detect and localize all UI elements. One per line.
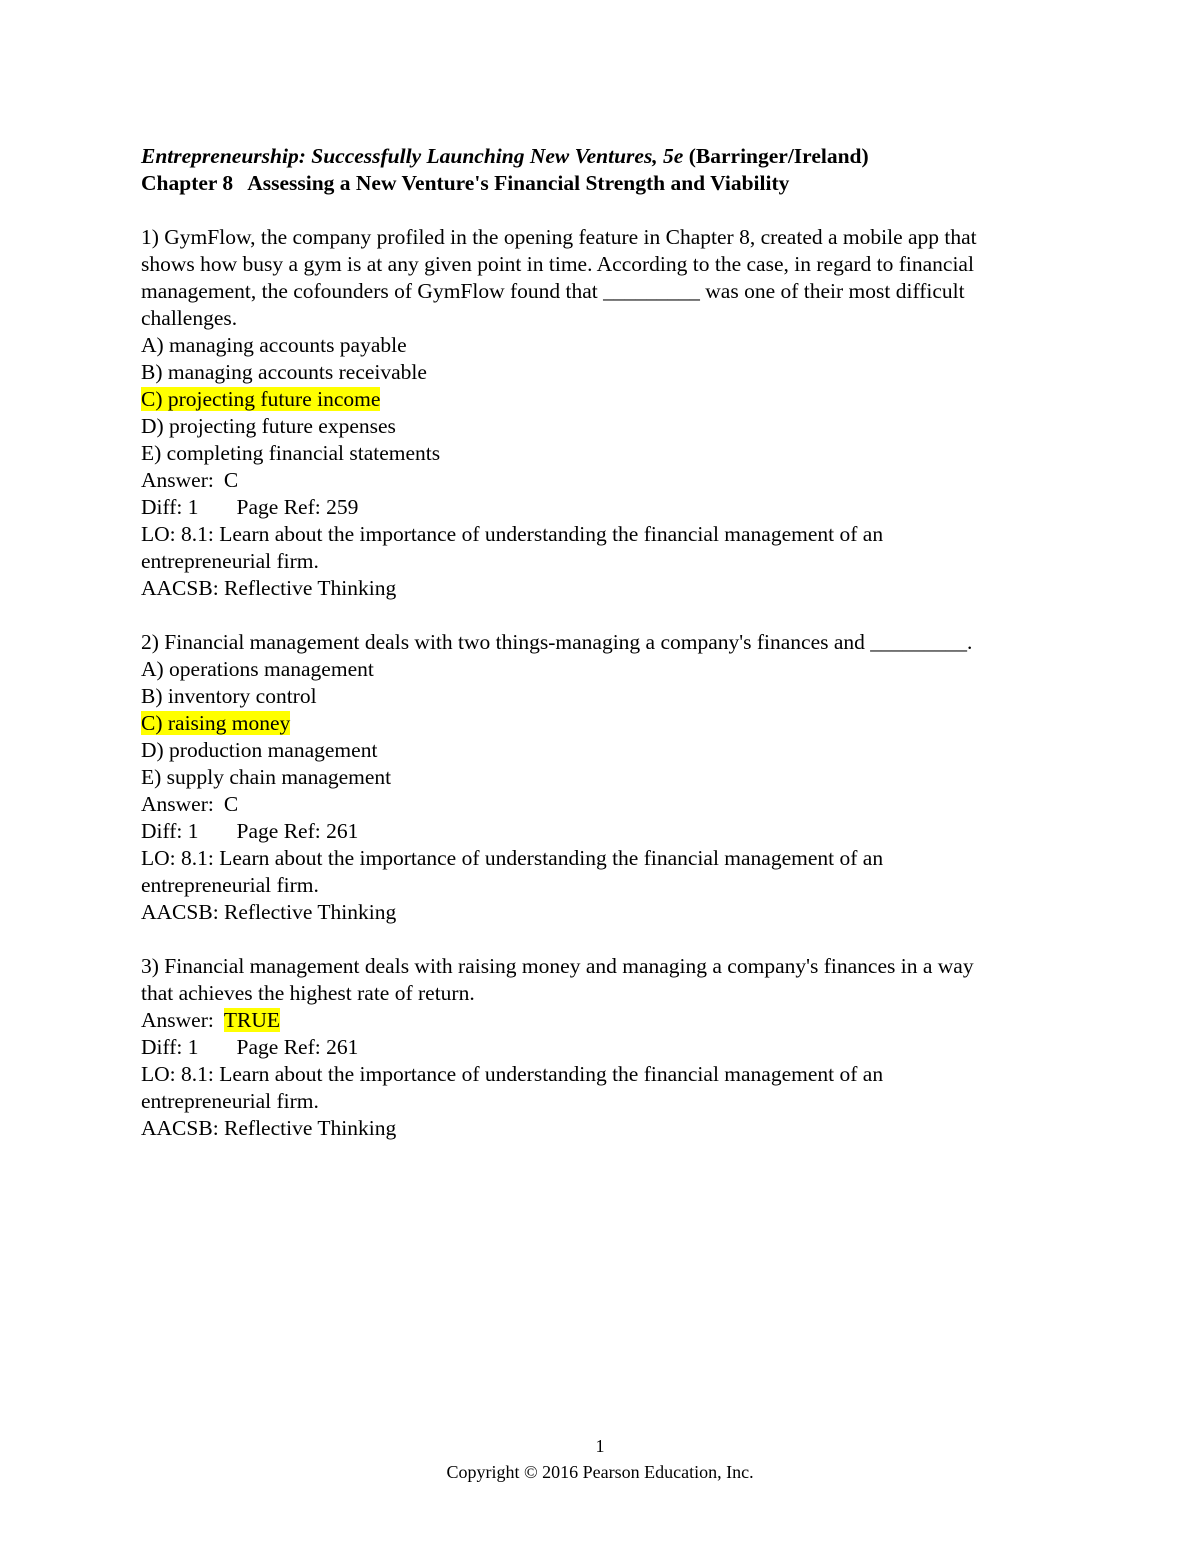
difficulty: Diff: 1 bbox=[141, 819, 199, 843]
answer-value: C bbox=[223, 792, 239, 816]
book-authors: (Barringer/Ireland) bbox=[688, 144, 869, 168]
page-number: 1 bbox=[595, 1436, 605, 1456]
answer-label: Answer: bbox=[141, 468, 214, 492]
diff-line bbox=[141, 494, 1071, 521]
answer-option-c-highlighted: C) raising money bbox=[141, 711, 291, 735]
answer-option-e: E) supply chain management bbox=[141, 765, 392, 789]
aacsb-line: AACSB: Reflective Thinking bbox=[141, 576, 397, 600]
answer-option-e: E) completing financial statements bbox=[141, 441, 441, 465]
aacsb-line: AACSB: Reflective Thinking bbox=[141, 1116, 397, 1140]
question-stem-line: management, the cofounders of GymFlow found that _________ was one of their most difficult bbox=[141, 279, 965, 303]
answer-line bbox=[141, 1007, 1071, 1034]
answer-label: Answer: bbox=[141, 1008, 214, 1032]
chapter-heading bbox=[141, 170, 1071, 197]
question-stem-line: that achieves the highest rate of return. bbox=[141, 981, 475, 1005]
answer-option-d: D) projecting future expenses bbox=[141, 414, 396, 438]
copyright-notice: Copyright © 2016 Pearson Education, Inc. bbox=[446, 1462, 754, 1482]
question-2 bbox=[141, 629, 1071, 926]
question-stem-line: shows how busy a gym is at any given point in time. According to the case, in regard to financial bbox=[141, 252, 974, 276]
chapter-label: Chapter 8 bbox=[141, 171, 234, 195]
diff-line bbox=[141, 818, 1071, 845]
difficulty: Diff: 1 bbox=[141, 1035, 199, 1059]
answer-option-c-highlighted: C) projecting future income bbox=[141, 387, 381, 411]
answer-label: Answer: bbox=[141, 792, 214, 816]
learning-objective-line: entrepreneurial firm. bbox=[141, 1089, 319, 1113]
chapter-title: Assessing a New Venture's Financial Strength and Viability bbox=[247, 171, 790, 195]
answer-option-b: B) inventory control bbox=[141, 684, 317, 708]
question-stem-line: 3) Financial management deals with raising money and managing a company's finances in a way bbox=[141, 954, 974, 978]
document-body bbox=[141, 143, 1071, 1142]
question-stem-line: 2) Financial management deals with two things-managing a company's finances and _________. bbox=[141, 630, 973, 654]
answer-line bbox=[141, 791, 1071, 818]
learning-objective-line: LO: 8.1: Learn about the importance of understanding the financial management of an bbox=[141, 1062, 884, 1086]
difficulty: Diff: 1 bbox=[141, 495, 199, 519]
aacsb-line: AACSB: Reflective Thinking bbox=[141, 900, 397, 924]
page-ref: Page Ref: 261 bbox=[236, 819, 359, 843]
learning-objective-line: LO: 8.1: Learn about the importance of understanding the financial management of an bbox=[141, 846, 884, 870]
answer-option-a: A) managing accounts payable bbox=[141, 333, 407, 357]
diff-line bbox=[141, 1034, 1071, 1061]
learning-objective-line: LO: 8.1: Learn about the importance of understanding the financial management of an bbox=[141, 522, 884, 546]
page-ref: Page Ref: 259 bbox=[236, 495, 359, 519]
book-title: Entrepreneurship: Successfully Launching New Ventures, 5e bbox=[141, 144, 684, 168]
learning-objective-line: entrepreneurial firm. bbox=[141, 549, 319, 573]
answer-option-b: B) managing accounts receivable bbox=[141, 360, 427, 384]
question-stem-line: challenges. bbox=[141, 306, 238, 330]
answer-option-a: A) operations management bbox=[141, 657, 374, 681]
learning-objective-line: entrepreneurial firm. bbox=[141, 873, 319, 897]
page-ref: Page Ref: 261 bbox=[236, 1035, 359, 1059]
book-title-line bbox=[141, 143, 1071, 170]
answer-line bbox=[141, 467, 1071, 494]
question-1 bbox=[141, 224, 1071, 602]
answer-option-d: D) production management bbox=[141, 738, 378, 762]
question-3 bbox=[141, 953, 1071, 1142]
answer-value: C bbox=[223, 468, 239, 492]
question-stem-line: 1) GymFlow, the company profiled in the opening feature in Chapter 8, created a mobile app that bbox=[141, 225, 977, 249]
answer-value-highlighted: TRUE bbox=[223, 1008, 280, 1032]
